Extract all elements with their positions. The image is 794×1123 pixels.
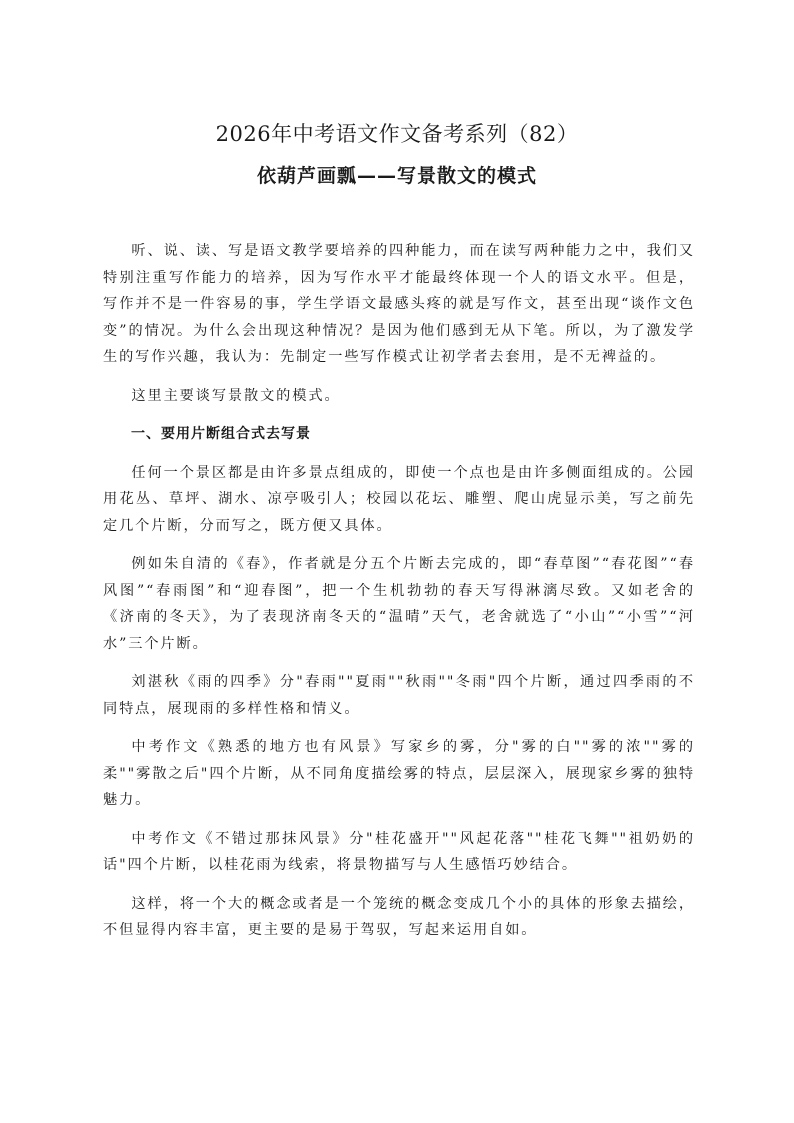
paragraph: 中考作文《熟悉的地方也有风景》写家乡的雾，分"雾的白""雾的浓""雾的柔""雾散之后"四个片断，从不同角度描绘雾的特点，层层深入，展现家乡雾的独特魅力。 [103, 739, 695, 808]
paragraph-intro: 听、说、读、写是语文教学要培养的四种能力，而在读写两种能力之中，我们又特别注重写作能力的培养，因为写作水平才能最终体现一个人的语文水平。但是，写作并不是一件容易的事，学生学语文最感头疼的就是写作文，甚至出现“谈作文色变”的情况。为什么会出现这种情况？是因为他们感到无从下笔。所以，为了激发学生的写作兴趣，我认为：先制定一些写作模式让初学者去套用，是不无裨益的。 [103, 243, 695, 365]
paragraph: 刘湛秋《雨的四季》分"春雨""夏雨""秋雨""冬雨"四个片断，通过四季雨的不同特点，展现雨的多样性格和情义。 [103, 674, 695, 717]
document-body [103, 238, 695, 956]
paragraph: 例如朱自清的《春》，作者就是分五个片断去完成的，即“春草图”“春花图”“春风图”“春雨图”和“迎春图”，把一个生机勃勃的春天写得淋漓尽致。又如老舍的《济南的冬天》，为了表现济南冬天的“温晴”天气，老舍就选了“小山”“小雪”“河水”三个片断。 [103, 556, 695, 652]
paragraph: 中考作文《不错过那抹风景》分"桂花盛开""风起花落""桂花飞舞""祖奶奶的话"四个片断，以桂花雨为线索，将景物描写与人生感悟巧妙结合。 [103, 830, 695, 873]
paragraph: 任何一个景区都是由许多景点组成的，即使一个点也是由许多侧面组成的。公园用花丛、草坪、湖水、凉亭吸引人；校园以花坛、雕塑、爬山虎显示美，写之前先定几个片断，分而写之，既方便又具体。 [103, 464, 695, 534]
paragraph: 这样，将一个大的概念或者是一个笼统的概念变成几个小的具体的形象去描绘，不但显得内容丰富，更主要的是易于驾驭，写起来运用自如。 [103, 895, 695, 938]
document-subtitle: 依葫芦画瓢——写景散文的模式 [256, 165, 537, 187]
section-heading: 一、要用片断组合式去写景 [131, 426, 311, 442]
paragraph-topic: 这里主要谈写景散文的模式。 [131, 387, 341, 404]
document-title: 2026年中考语文作文备考系列（82） [215, 122, 579, 146]
